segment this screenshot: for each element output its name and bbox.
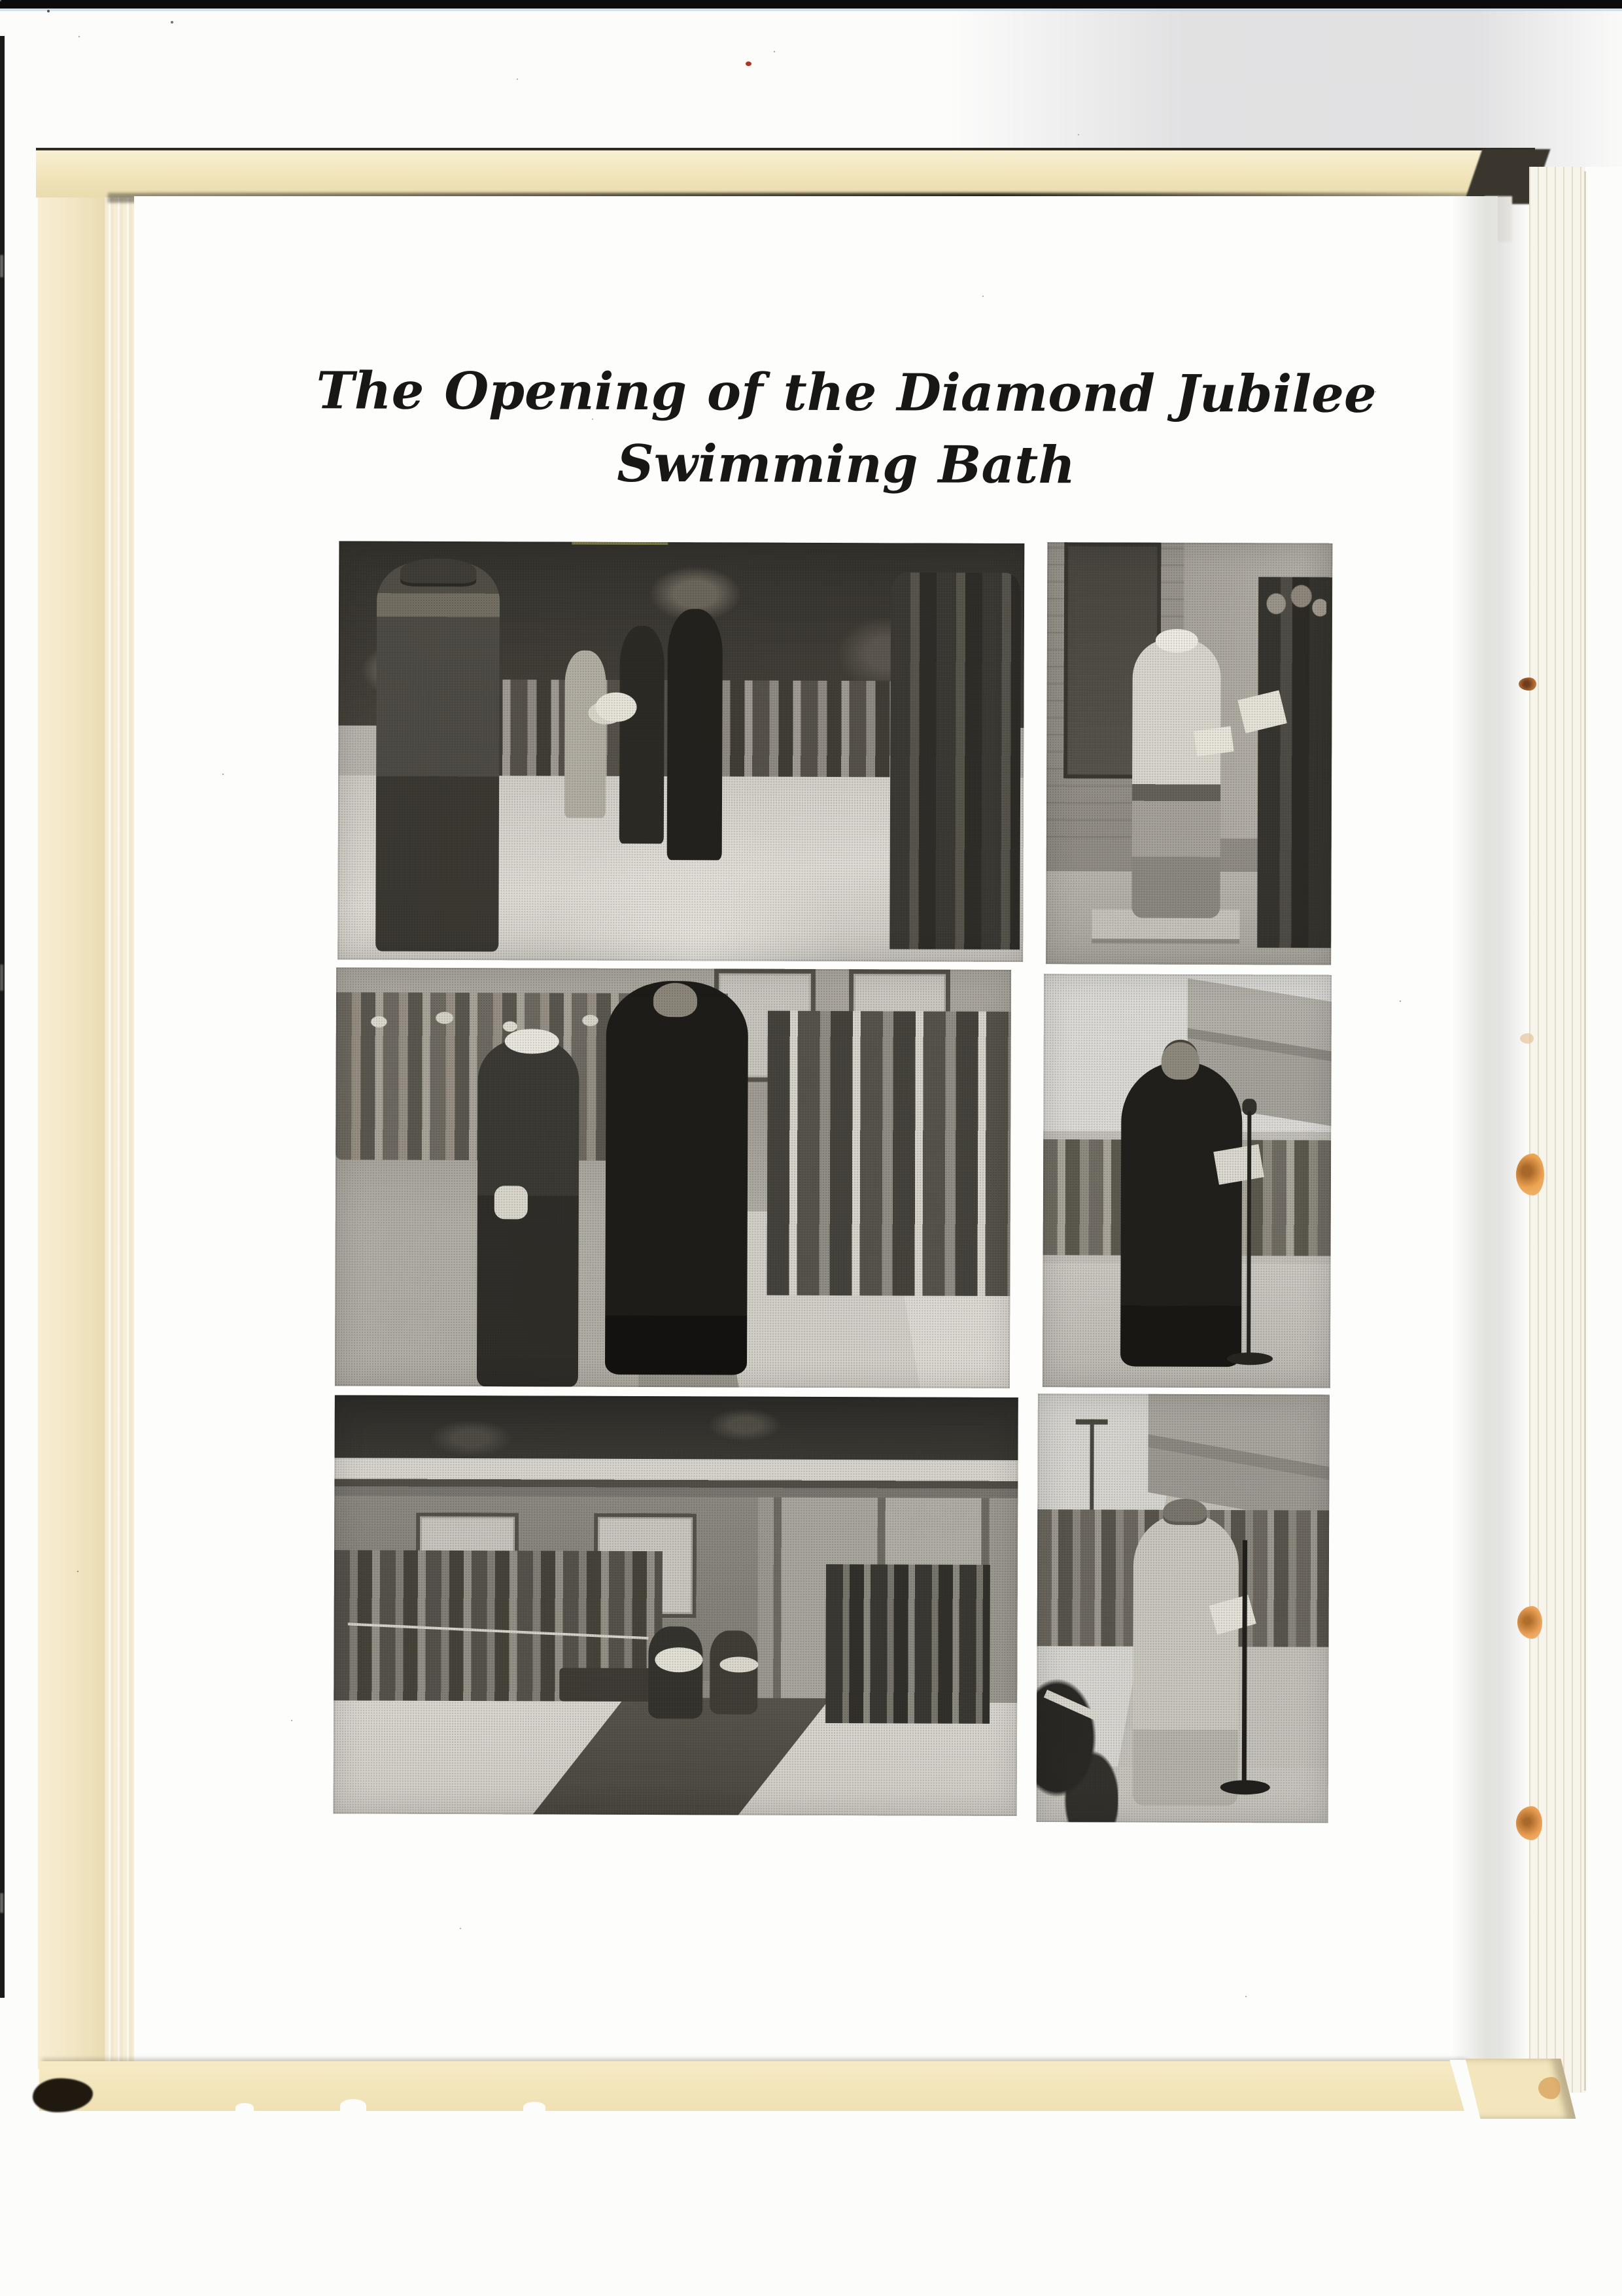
photo-6-post: [1090, 1420, 1094, 1514]
photo-6-microphone-stand: [1242, 1540, 1247, 1789]
photo-1-officer-cap: [400, 558, 475, 583]
photo-6-post-arm: [1076, 1420, 1108, 1425]
photo-3-chairman-head: [653, 983, 697, 1016]
photo-3-crowd-hats: [349, 1001, 714, 1044]
photo-3-window: [849, 969, 950, 1095]
photo-2-men-heads: [1264, 581, 1326, 619]
photo-2-doorway: [1063, 542, 1161, 779]
photo-6-microphone-base: [1220, 1780, 1270, 1795]
photo-6-speaking-lady: [1133, 1514, 1239, 1806]
photo-4-address-paper: [1213, 1144, 1264, 1185]
photo-5-window: [416, 1513, 519, 1618]
photo-5-pavement: [334, 1701, 1018, 1816]
photo-4-microphone-stand: [1247, 1111, 1251, 1359]
photo-5-trees: [334, 1395, 1018, 1468]
photo-6-crowd: [1037, 1509, 1329, 1647]
page-title-line-1: The Opening of the Diamond Jubilee: [316, 361, 1377, 424]
photo-2-wall: [1183, 543, 1332, 838]
photo-2-ground: [1046, 871, 1331, 965]
photo-4-gowned-speaker: [1120, 1061, 1242, 1367]
photo-3-window: [714, 968, 815, 1082]
photo-1-scan-artifact: [572, 542, 668, 545]
photo-5-seated-lady: [710, 1631, 758, 1715]
photo-6-hat: [1163, 1499, 1207, 1525]
photo-1-gowned-figure: [667, 609, 723, 861]
photo-4-microphone: [1242, 1099, 1256, 1115]
photo-6: [1037, 1394, 1330, 1823]
photo-2-woman-figure: [1131, 640, 1221, 918]
photo-5-seated-lady: [648, 1626, 703, 1719]
photo-1: [337, 541, 1024, 962]
photo-6-seated-guests: [1037, 1676, 1119, 1823]
photo-1-officer-figure: [375, 562, 500, 952]
photo-6-chair-edge: [1044, 1689, 1106, 1723]
photo-5-flowers: [655, 1647, 702, 1673]
photo-2-brick-wall: [1046, 542, 1333, 838]
photo-4-microphone-base: [1227, 1352, 1273, 1365]
photo-6-pavement: [1037, 1766, 1328, 1823]
photo-4-speaker-head: [1162, 1042, 1199, 1080]
photo-1-gowned-figure: [619, 626, 664, 844]
photo-1-drive: [337, 776, 1024, 962]
photo-3-pavement: [638, 1211, 1010, 1388]
photo-2-men-group: [1257, 577, 1332, 948]
photo-4: [1043, 974, 1332, 1388]
photo-3-woman-figure: [477, 1039, 579, 1387]
photo-1-crowd: [462, 679, 894, 794]
photo-5: [334, 1395, 1018, 1816]
photo-1-path-highlight: [530, 785, 859, 962]
photo-5-canopy: [334, 1458, 1018, 1498]
photo-6-speech-paper: [1209, 1595, 1256, 1635]
photo-3-handbag: [494, 1186, 528, 1219]
photo-5-carpet-strip: [507, 1698, 830, 1816]
photo-2-programme: [1237, 690, 1287, 733]
photo-1-boys-group: [889, 572, 1021, 950]
photo-4-crowd: [1043, 1139, 1332, 1256]
photo-3: [335, 967, 1011, 1388]
photo-5-rope-barrier: [348, 1623, 648, 1640]
photo-4-pavement: [1043, 1263, 1331, 1388]
photo-5-crowd: [334, 1550, 662, 1702]
photo-5-window: [594, 1513, 697, 1619]
photo-5-officials-group: [825, 1564, 990, 1724]
photo-5-entrance-doors: [757, 1497, 1018, 1707]
photo-2: [1046, 542, 1332, 965]
photo-3-guest-line: [767, 1011, 1011, 1296]
photo-3-white-hat: [505, 1029, 559, 1054]
photo-2-papers: [1194, 726, 1234, 756]
photo-6-roofline: [1148, 1394, 1330, 1528]
photo-1-bouquet: [595, 693, 636, 722]
photo-2-white-hat: [1155, 629, 1198, 653]
photo-3-crowd: [336, 993, 727, 1161]
photo-4-roofline: [1187, 978, 1332, 1127]
page-title: [199, 362, 1494, 496]
photo-1-lady-figure: [564, 651, 606, 818]
photo-2-step: [1092, 910, 1240, 940]
photo-5-brick-wall: [334, 1496, 1018, 1682]
dust-specks: [0, 0, 1, 1]
photo-1-trees: [338, 541, 1024, 727]
photo-5-mat: [559, 1668, 696, 1702]
photo-3-robed-chairman: [605, 981, 748, 1375]
page-title-line-2: Swimming Bath: [617, 434, 1076, 495]
